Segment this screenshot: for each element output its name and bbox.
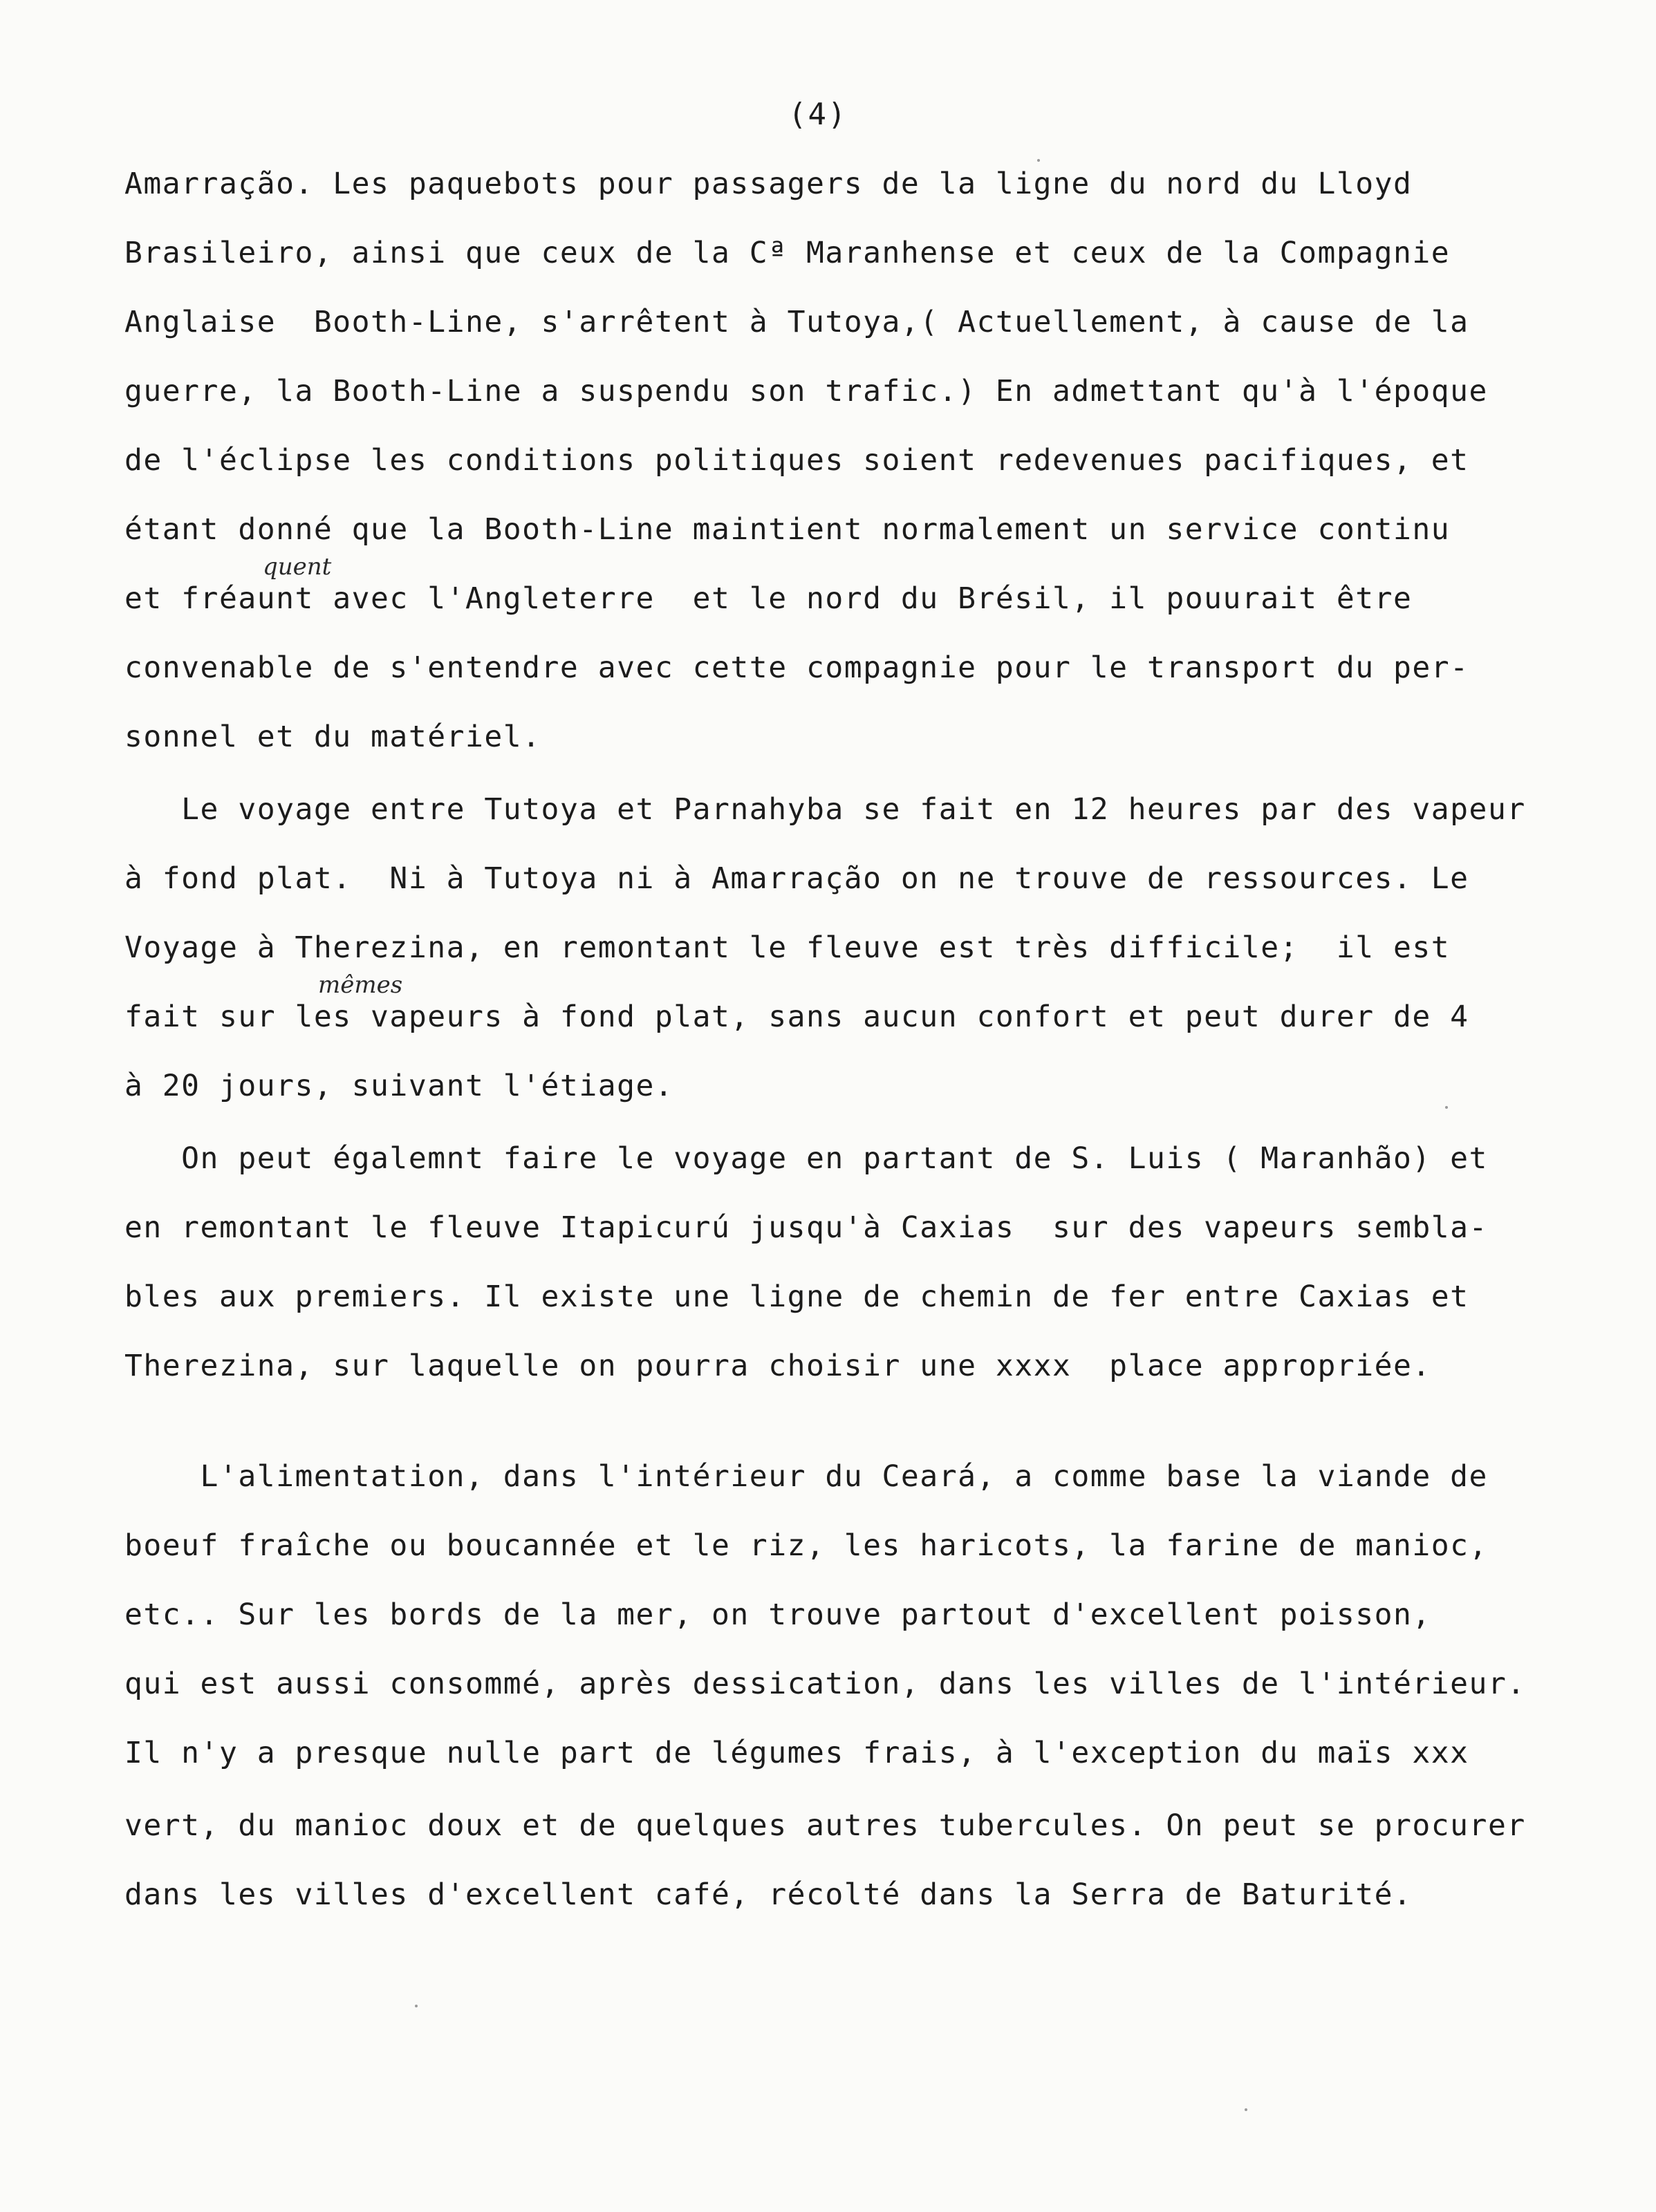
paper-speck (1245, 2108, 1247, 2111)
text-line: Le voyage entre Tutoya et Parnahyba se fait en 12 heures par des vapeur (124, 792, 1526, 827)
text-line: qui est aussi consommé, après dessication, dans les villes de l'intérieur. (124, 1667, 1526, 1701)
text-line: Anglaise Booth-Line, s'arrêtent à Tutoya,( Actuellement, à cause de la (124, 305, 1469, 339)
text-line: étant donné que la Booth-Line maintient normalement un service continu (124, 512, 1451, 547)
text-line: Voyage à Therezina, en remontant le fleuve est très difficile; il est (124, 930, 1451, 965)
text-line: convenable de s'entendre avec cette compagnie pour le transport du per- (124, 650, 1469, 685)
text-line: vert, du manioc doux et de quelques autres tubercules. On peut se procurer (124, 1808, 1526, 1843)
paper-speck (1445, 1106, 1448, 1109)
text-line: dans les villes d'excellent café, récolté dans la Serra de Baturité. (124, 1877, 1413, 1912)
handwritten-correction: quent (263, 553, 332, 581)
text-line: sonnel et du matériel. (124, 720, 541, 754)
text-line: Therezina, sur laquelle on pourra choisir une xxxx place appropriée. (124, 1349, 1431, 1383)
text-line: Il n'y a presque nulle part de légumes frais, à l'exception du maïs xxx (124, 1736, 1469, 1770)
text-line: boeuf fraîche ou boucannée et le riz, les haricots, la farine de manioc, (124, 1528, 1488, 1563)
text-line: de l'éclipse les conditions politiques soient redevenues pacifiques, et (124, 443, 1469, 478)
text-line: à 20 jours, suivant l'étiage. (124, 1069, 674, 1103)
page-number: (4) (788, 97, 848, 132)
text-line: fait sur les vapeurs à fond plat, sans aucun confort et peut durer de 4 (124, 1000, 1469, 1034)
text-line: guerre, la Booth-Line a suspendu son trafic.) En admettant qu'à l'époque (124, 374, 1488, 409)
text-line: et fréaunt avec l'Angleterre et le nord du Brésil, il pouurait être (124, 581, 1413, 616)
text-line: Brasileiro, ainsi que ceux de la Cª Maranhense et ceux de la Compagnie (124, 236, 1451, 270)
paper-speck (415, 2005, 418, 2007)
text-line: etc.. Sur les bords de la mer, on trouve partout d'excellent poisson, (124, 1597, 1431, 1632)
text-line: en remontant le fleuve Itapicurú jusqu'à Caxias sur des vapeurs sembla- (124, 1210, 1488, 1245)
text-line: L'alimentation, dans l'intérieur du Ceará, a comme base la viande de (124, 1459, 1488, 1494)
paper-speck (1037, 159, 1040, 162)
text-line: On peut égalemnt faire le voyage en partant de S. Luis ( Maranhão) et (124, 1141, 1488, 1176)
text-line: Amarração. Les paquebots pour passagers de la ligne du nord du Lloyd (124, 167, 1413, 201)
text-line: à fond plat. Ni à Tutoya ni à Amarração on ne trouve de ressources. Le (124, 861, 1469, 896)
handwritten-correction: mêmes (318, 971, 403, 999)
text-line: bles aux premiers. Il existe une ligne de chemin de fer entre Caxias et (124, 1280, 1469, 1314)
